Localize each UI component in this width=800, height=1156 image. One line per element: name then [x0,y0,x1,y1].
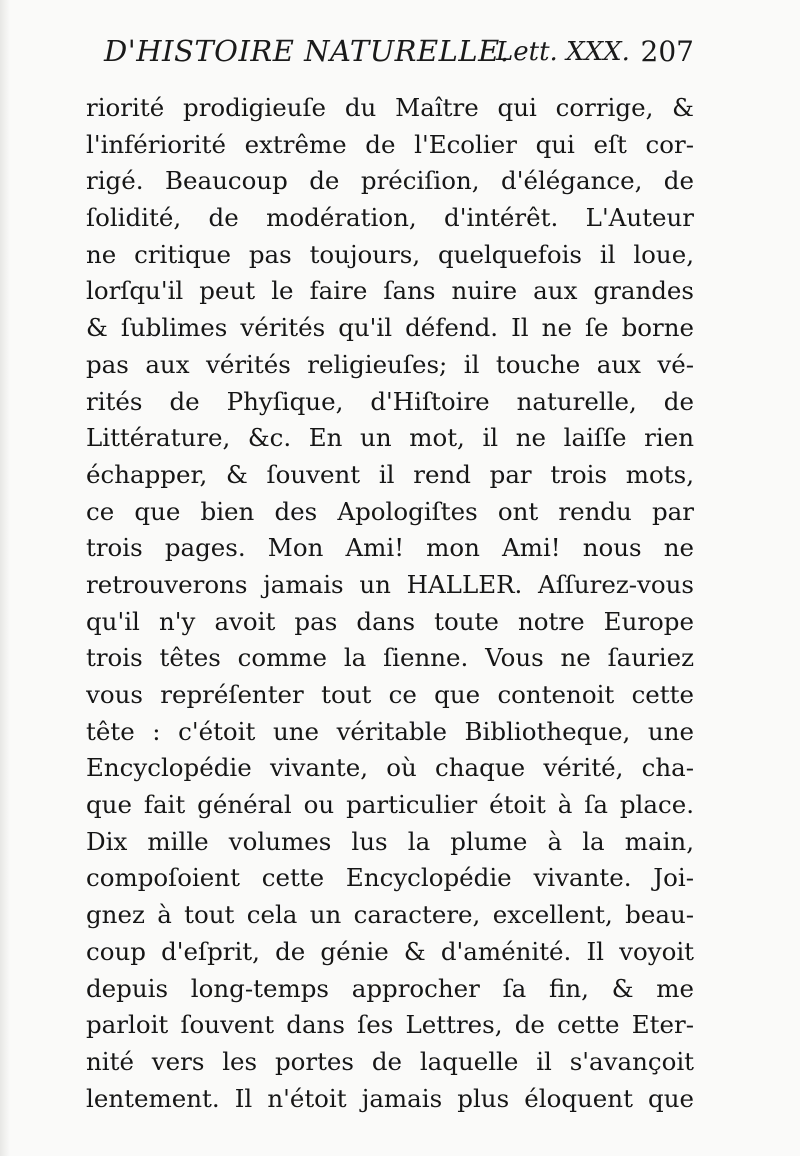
page-header [104,34,694,74]
text-line: qu'il n'y avoit pas dans toute notre Europe [86,606,694,636]
text-line: que fait général ou particulier étoit à ſa place. [86,790,694,820]
text-line: depuis long-temps approcher ſa fin, & me [86,973,694,1003]
text-line: retrouverons jamais un HALLER. Aſſurez-vous [86,569,694,599]
text-line: Dix mille volumes lus la plume à la main, [86,826,694,856]
text-line: parloit ſouvent dans ſes Lettres, de cette Eter- [86,1010,694,1040]
text-line: & ſublimes vérités qu'il défend. Il ne ſe borne [86,313,694,343]
text-line: riorité prodigieuſe du Maître qui corrige, & [86,93,694,122]
text-line: ne critique pas toujours, quelquefois il loue, [86,239,694,269]
text-line: trois pages. Mon Ami! mon Ami! nous ne [86,533,694,563]
text-line: Encyclopédie vivante, où chaque vérité, cha- [86,753,694,783]
text-line: trois têtes comme la ſienne. Vous ne ſauriez [86,643,694,673]
text-line: pas aux vérités religieuſes; il touche aux vé- [86,349,694,379]
text-line: lentement. Il n'étoit jamais plus éloquent que [86,1083,694,1113]
text-line: l'infériorité extrême de l'Ecolier qui eſt cor- [86,129,694,159]
text-line: Littérature, &c. En un mot, il ne laiſſe rien [86,423,694,453]
text-line: nité vers les portes de laquelle il s'avançoit [86,1046,694,1076]
body-text [86,90,694,1117]
text-line: vous repréſenter tout ce que contenoit cette [86,680,694,709]
text-line: gnez à tout cela un caractere, excellent, beau- [86,900,694,930]
text-line: rigé. Beaucoup de préciſion, d'élégance, de [86,166,694,196]
text-line: ſolidité, de modération, d'intérêt. L'Auteur [86,203,694,233]
running-title: D'HISTOIRE NATURELLE. [104,34,510,68]
text-line: tête : c'étoit une véritable Bibliotheque, une [86,716,694,746]
page-number: 207 [640,35,694,68]
text-line: échapper, & ſouvent il rend par trois mots, [86,459,694,489]
text-line: coup d'eſprit, de génie & d'aménité. Il voyoit [86,936,694,966]
text-line: compoſoient cette Encyclopédie vivante. Joi- [86,863,694,893]
text-line: ce que bien des Apologiſtes ont rendu par [86,496,694,526]
text-line: lorſqu'il peut le faire ſans nuire aux grandes [86,276,694,306]
letter-reference: Lett. XXX. [496,37,630,67]
text-line: rités de Phyſique, d'Hiſtoire naturelle, de [86,386,694,416]
